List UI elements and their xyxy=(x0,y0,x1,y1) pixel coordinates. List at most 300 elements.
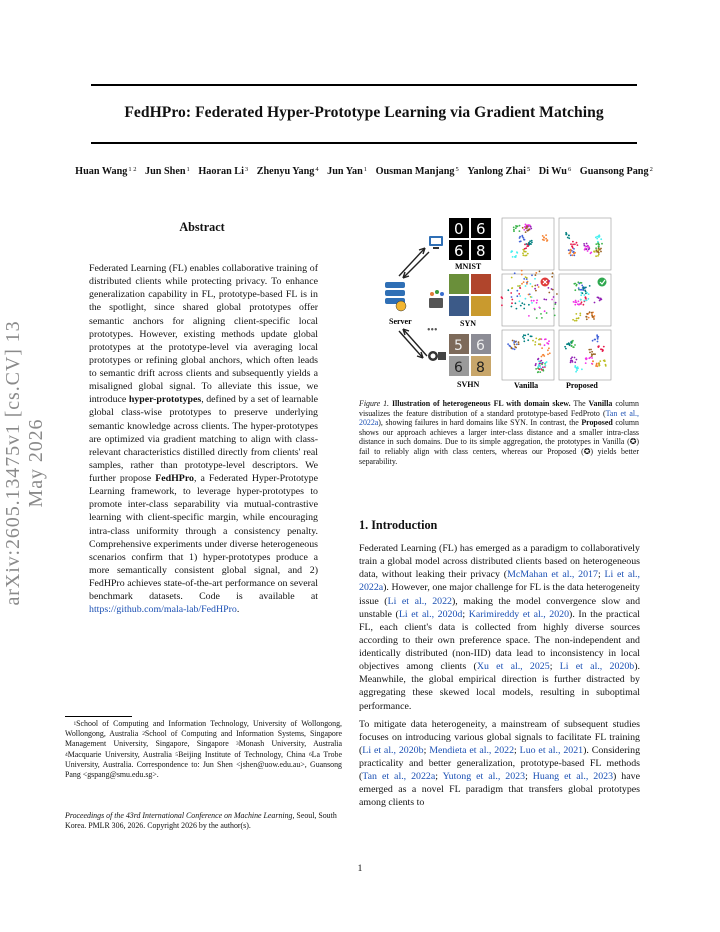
scatter-point xyxy=(542,235,544,237)
scatter-point xyxy=(531,302,533,304)
scatter-point xyxy=(605,365,607,367)
scatter-point xyxy=(594,302,596,304)
scatter-point xyxy=(578,287,580,289)
citation-link[interactable]: Huang et al., 2023 xyxy=(532,771,614,783)
scatter-point xyxy=(596,363,598,365)
scatter-point xyxy=(580,299,582,301)
scatter-point xyxy=(522,227,524,229)
scatter-point xyxy=(522,252,524,254)
scatter-point xyxy=(507,289,509,291)
scatter-point xyxy=(595,237,597,239)
scatter-point xyxy=(536,317,538,319)
scatter-point xyxy=(548,287,550,289)
author-list xyxy=(60,165,668,179)
scatter-point xyxy=(577,244,579,246)
scatter-point xyxy=(527,339,529,341)
vanilla-column-label: Vanilla xyxy=(514,381,539,390)
scatter-point xyxy=(591,363,593,365)
scatter-point xyxy=(543,236,545,238)
scatter-point xyxy=(572,319,574,321)
scatter-point xyxy=(574,243,576,245)
scatter-point xyxy=(592,361,594,363)
scatter-point xyxy=(597,241,599,243)
scatter-point xyxy=(512,256,514,258)
scatter-point xyxy=(579,314,581,316)
scatter-point xyxy=(515,341,517,343)
mnist-label: MNIST xyxy=(455,262,482,271)
author: Yanlong Zhai$^5$ xyxy=(467,166,531,177)
scatter-point xyxy=(530,296,532,298)
scatter-point xyxy=(522,254,524,256)
scatter-point xyxy=(513,227,515,229)
scatter-point xyxy=(570,254,572,256)
scatter-point xyxy=(574,304,576,306)
figure-1-graphic xyxy=(359,216,641,394)
scatter-point xyxy=(578,300,580,302)
scatter-point xyxy=(521,283,523,285)
scatter-point xyxy=(571,345,573,347)
scatter-point xyxy=(585,316,587,318)
scatter-point xyxy=(535,272,537,274)
scatter-point xyxy=(525,247,527,249)
scatter-point xyxy=(512,340,514,342)
scatter-point xyxy=(552,289,554,291)
scatter-point xyxy=(523,338,525,340)
scatter-point xyxy=(575,285,577,287)
scatter-point xyxy=(572,241,574,243)
scatter-point xyxy=(595,249,597,251)
citation-link[interactable]: Tan et al., 2022a xyxy=(362,771,436,783)
server-icon xyxy=(385,282,406,311)
scatter-point xyxy=(575,300,577,302)
citation-link[interactable]: Li et al., 2020b xyxy=(362,744,424,756)
scatter-point xyxy=(600,251,602,253)
scatter-point xyxy=(572,346,574,348)
scatter-point xyxy=(519,230,521,232)
scatter-point xyxy=(574,365,576,367)
scatter-point xyxy=(525,231,527,233)
scatter-point xyxy=(541,317,543,319)
scatter-point xyxy=(501,304,503,306)
success-mark-icon xyxy=(598,278,607,287)
star-marker-icon: ✪ xyxy=(629,437,637,447)
scatter-point xyxy=(527,334,529,336)
svg-text:6: 6 xyxy=(476,220,486,238)
scatter-point xyxy=(539,371,541,373)
scatter-point xyxy=(519,287,521,289)
scatter-point xyxy=(570,362,572,364)
scatter-point xyxy=(586,243,588,245)
scatter-point xyxy=(532,340,534,342)
scatter-point xyxy=(574,357,576,359)
scatter-point xyxy=(511,250,513,252)
server-label: Server xyxy=(389,317,412,326)
scatter-point xyxy=(514,256,516,258)
scatter-point xyxy=(545,338,547,340)
scatter-point xyxy=(599,249,601,251)
scatter-point xyxy=(513,342,515,344)
scatter-point xyxy=(514,272,516,274)
scatter-point xyxy=(591,315,593,317)
scatter-point xyxy=(523,308,525,310)
citation-link[interactable]: Li et al., 2022a xyxy=(359,569,640,594)
scatter-point xyxy=(539,338,541,340)
scatter-point xyxy=(525,298,527,300)
scatter-point xyxy=(578,304,580,306)
scatter-point xyxy=(588,317,590,319)
scatter-point xyxy=(583,304,585,306)
scatter-point xyxy=(530,283,532,285)
scatter-point xyxy=(511,299,513,301)
syn-label: SYN xyxy=(460,319,477,328)
scatter-point xyxy=(588,249,590,251)
svhn-label: SVHN xyxy=(457,380,480,389)
scatter-point xyxy=(574,252,576,254)
scatter-point xyxy=(594,251,596,253)
scatter-point xyxy=(523,237,525,239)
scatter-point xyxy=(511,296,513,298)
scatter-point xyxy=(551,276,553,278)
scatter-point xyxy=(535,368,537,370)
scatter-point xyxy=(529,240,531,242)
scatter-point xyxy=(522,336,524,338)
scatter-point xyxy=(517,285,519,287)
scatter-point xyxy=(598,254,600,256)
scatter-point xyxy=(542,354,544,356)
scatter-point xyxy=(545,365,547,367)
scatter-point xyxy=(520,305,522,307)
scatter-point xyxy=(569,343,571,345)
scatter-point xyxy=(601,243,603,245)
fail-mark-icon xyxy=(541,278,550,287)
scatter-point xyxy=(521,302,523,304)
scatter-point xyxy=(535,290,537,292)
scatter-point xyxy=(583,294,585,296)
scatter-point xyxy=(534,308,536,310)
scatter-point xyxy=(522,249,524,251)
scatter-point xyxy=(587,250,589,252)
footnote-rule xyxy=(65,716,132,717)
citation-link[interactable]: Mendieta et al., 2022 xyxy=(429,744,515,756)
scatter-point xyxy=(588,349,590,351)
scatter-point xyxy=(599,360,601,362)
scatter-point xyxy=(590,349,592,351)
scatter-point xyxy=(570,243,572,245)
scatter-point xyxy=(573,255,575,257)
scatter-point xyxy=(511,287,513,289)
scatter-point xyxy=(535,341,537,343)
mnist-samples xyxy=(449,218,491,260)
scatter-point xyxy=(591,312,593,314)
scatter-point xyxy=(519,237,521,239)
scatter-point xyxy=(538,360,540,362)
scatter-point xyxy=(515,347,517,349)
scatter-point xyxy=(585,291,587,293)
scatter-point xyxy=(526,255,528,257)
scatter-point xyxy=(592,340,594,342)
scatter-point xyxy=(538,358,540,360)
scatter-point xyxy=(527,253,529,255)
scatter-point xyxy=(546,312,548,314)
scatter-point xyxy=(513,229,515,231)
scatter-point xyxy=(547,239,549,241)
figure-1 xyxy=(359,216,641,394)
scatter-point xyxy=(525,276,527,278)
scatter-point xyxy=(570,358,572,360)
author: Haoran Li$^3$ xyxy=(198,166,249,177)
scatter-point xyxy=(595,243,597,245)
abstract-heading: Abstract xyxy=(179,220,225,234)
scatter-point xyxy=(584,248,586,250)
scatter-point xyxy=(575,371,577,373)
scatter-point xyxy=(541,356,543,358)
scatter-point xyxy=(594,339,596,341)
scatter-point xyxy=(519,295,521,297)
scatter-point xyxy=(574,344,576,346)
scatter-point xyxy=(528,304,530,306)
scatter-point xyxy=(531,242,533,244)
scatter-point xyxy=(542,366,544,368)
scatter-point xyxy=(521,274,523,276)
scatter-point xyxy=(528,294,530,296)
scatter-point xyxy=(516,226,518,228)
scatter-point xyxy=(523,334,525,336)
scatter-point xyxy=(535,338,537,340)
scatter-point xyxy=(531,300,533,302)
scatter-point xyxy=(565,348,567,350)
scatter-point xyxy=(520,240,522,242)
scatter-point xyxy=(576,359,578,361)
scatter-point xyxy=(507,343,509,345)
scatter-point xyxy=(547,349,549,351)
scatter-point xyxy=(595,247,597,249)
svg-text:6: 6 xyxy=(454,360,463,376)
scatter-point xyxy=(556,293,558,295)
scatter-point xyxy=(540,360,542,362)
scatter-point xyxy=(544,344,546,346)
scatter-point xyxy=(573,301,575,303)
scatter-point xyxy=(581,368,583,370)
scatter-point xyxy=(515,227,517,229)
figure-caption: Figure 1. Illustration of heterogeneous FL with domain skew. The Vanilla column visualizes the feature distribution of a standard prototype-based FedProto (Tan et al., 2022a), showing failures in hard domains like SYN. In contrast, the Proposed column shows our approach achieves a larger inter-class distance and a smaller intra-class distance in such domains. Due to its simple aggregation, the prototypes in Vanilla (✪) fail to reliably align with class centers, whereas our Proposed (✪) yields better separability. xyxy=(359,399,639,466)
author: Guansong Pang$^2$ xyxy=(579,166,653,177)
scatter-point xyxy=(581,301,583,303)
scatter-point xyxy=(598,247,600,249)
scatter-point xyxy=(540,313,542,315)
scatter-point xyxy=(544,310,546,312)
scatter-point xyxy=(528,224,530,226)
intro-paragraph-1: Federated Learning (FL) has emerged as a paradigm to collaboratively train a global model across distributed clients based on heterogeneous data, without leaking their privacy (McMahan et al., 2017; Li et al., 2022a). However, one major challenge for FL is the data heterogeneity issue (Li et al., 2022), making the model convergence slow and unstable (Li et al., 2020d; Karimireddy et al., 2020). In the practical FL, each client's data is collected from highly diverse sources according to their own preference space. The non-independent and identically distributed (non-IID) data lead to inconsistency in local objectives among clients (Xu et al., 2025; Li et al., 2020b). Meanwhile, the global empirical direction is further distracted by aggregating these skewed local models, resulting in suboptimal performance. xyxy=(359,543,641,712)
scatter-point xyxy=(583,300,585,302)
scatter-point xyxy=(582,292,584,294)
scatter-point xyxy=(588,298,590,300)
scatter-point xyxy=(571,360,573,362)
scatter-point xyxy=(523,250,525,252)
scatter-point xyxy=(583,286,585,288)
proposed-column-label: Proposed xyxy=(566,381,598,390)
scatter-point xyxy=(600,348,602,350)
scatter-point xyxy=(534,288,536,290)
scatter-point xyxy=(526,243,528,245)
scatter-point xyxy=(588,246,590,248)
proceedings-note: Proceedings of the 43rd International Conference on Machine Learning, Seoul, South Korea. PMLR 306, 2026. Copyright 2026 by the author(s). xyxy=(65,811,337,831)
syn-samples xyxy=(449,274,491,316)
scatter-point xyxy=(527,281,529,283)
scatter-point xyxy=(542,362,544,364)
title-bottom-rule xyxy=(91,142,637,144)
scatter-point xyxy=(555,302,557,304)
author: Huan Wang$^{1 2}$ xyxy=(75,166,137,177)
scatter-point xyxy=(568,253,570,255)
scatter-point xyxy=(604,359,606,361)
scatter-point xyxy=(534,285,536,287)
scatter-point xyxy=(586,318,588,320)
scatter-point xyxy=(518,341,520,343)
svg-text:6: 6 xyxy=(476,338,485,354)
svg-text:8: 8 xyxy=(476,360,485,376)
scatter-point xyxy=(554,303,556,305)
scatter-point xyxy=(577,318,579,320)
scatter-point xyxy=(539,343,541,345)
citation-link[interactable]: Li et al., 2022 xyxy=(387,595,452,607)
scatter-point xyxy=(535,274,537,276)
scatter-point xyxy=(523,340,525,342)
scatter-point xyxy=(579,313,581,315)
scatter-point xyxy=(597,338,599,340)
scatter-point xyxy=(516,251,518,253)
scatter-point xyxy=(581,285,583,287)
scatter-point xyxy=(577,366,579,368)
scatter-point xyxy=(565,234,567,236)
abstract-body: Federated Learning (FL) enables collaborative training of distributed clients while protecting privacy. To enhance generalization capability in FL, prototype-based FL is in the spotlight, since shared global prototypes offer semantic anchors for aligning client-specific local prototypes. However, existing methods update global prototypes at the prototype-level via averaging local prototypes or refining global anchors, which often leads to semantic drift across clients and subsequently yields a misaligned global signal. To alleviate this issue, we introduce hyper-prototypes, defined by a set of learnable global class-wise prototypes to preserve underlying semantic knowledge across clients. The hyper-prototypes are optimized via gradient matching to align with class-relevant characteristics distilled directly from clients' real samples, rather than prototype-level descriptors. We further propose FedHPro, a Federated Hyper-Prototype Learning framework, to leverage hyper-prototypes to promote inter-class separability via mutual-contrastive learning with client-specific margin, while encouraging intra-class uniformity through a consistency penalty. Comprehensive experiments under diverse heterogeneous scenarios confirm that 1) hyper-prototypes produce a more semantically consistent global signal, and 2) FedHPro achieves state-of-the-art performance on several benchmark datasets. Code is available at https://github.com/mala-lab/FedHPro. xyxy=(89,263,319,616)
scatter-point xyxy=(514,348,516,350)
citation-link[interactable]: Xu et al., 2025 xyxy=(476,661,550,673)
scatter-point xyxy=(597,297,599,299)
scatter-point xyxy=(590,252,592,254)
scatter-point xyxy=(596,251,598,253)
scatter-point xyxy=(501,297,503,299)
scatter-point xyxy=(510,292,512,294)
scatter-point xyxy=(585,245,587,247)
scatter-point xyxy=(527,245,529,247)
scatter-point xyxy=(603,346,605,348)
scatter-point xyxy=(546,361,548,363)
scatter-point xyxy=(567,237,569,239)
scatter-point xyxy=(525,251,527,253)
scatter-point xyxy=(511,306,513,308)
scatter-point xyxy=(545,234,547,236)
scatter-point xyxy=(586,313,588,315)
scatter-point xyxy=(568,235,570,237)
scatter-point xyxy=(600,299,602,301)
scatter-point xyxy=(598,365,600,367)
scatter-point xyxy=(586,358,588,360)
scatter-point xyxy=(576,301,578,303)
more-clients-dots: ••• xyxy=(427,325,438,336)
scatter-point xyxy=(528,315,530,317)
svg-text:0: 0 xyxy=(454,220,464,238)
citation-link[interactable]: Li et al., 2020d xyxy=(398,608,463,620)
scatter-point xyxy=(576,242,578,244)
scatter-point xyxy=(547,353,549,355)
author: Zhenyu Yang$^4$ xyxy=(256,166,319,177)
scatter-point xyxy=(564,346,566,348)
tsne-panels xyxy=(502,218,611,380)
scatter-point xyxy=(548,280,550,282)
scatter-point xyxy=(511,348,513,350)
scatter-point xyxy=(511,277,513,279)
citation-link[interactable]: Karimireddy et al., 2020 xyxy=(468,608,570,620)
scatter-point xyxy=(518,343,520,345)
citation-link[interactable]: McMahan et al., 2017 xyxy=(507,569,598,581)
scatter-point xyxy=(533,300,535,302)
scatter-point xyxy=(543,355,545,357)
scatter-point xyxy=(514,344,516,346)
scatter-point xyxy=(548,340,550,342)
citation-link[interactable]: Li et al., 2020b xyxy=(559,661,635,673)
author: Ousman Manjang$^5$ xyxy=(375,166,459,177)
scatter-point xyxy=(542,369,544,371)
scatter-point xyxy=(523,281,525,283)
scatter-point xyxy=(567,343,569,345)
scatter-point xyxy=(534,278,536,280)
scatter-point xyxy=(580,294,582,296)
paper-title: FedHPro: Federated Hyper-Prototype Learning via Gradient Matching xyxy=(124,104,604,121)
scatter-point xyxy=(535,363,537,365)
scatter-point xyxy=(597,341,599,343)
scatter-point xyxy=(596,238,598,240)
scatter-point xyxy=(546,342,548,344)
scatter-point xyxy=(576,318,578,320)
scatter-point xyxy=(591,354,593,356)
scatter-point xyxy=(576,320,578,322)
scatter-point xyxy=(576,369,578,371)
scatter-point xyxy=(516,308,518,310)
scatter-point xyxy=(593,318,595,320)
scatter-point xyxy=(588,357,590,359)
scatter-point xyxy=(525,227,527,229)
scatter-point xyxy=(595,255,597,257)
top-rule xyxy=(91,84,637,86)
scatter-point xyxy=(531,336,533,338)
arxiv-stamp: arXiv:2605.13475v1 [cs.CV] 13 May 2026 xyxy=(2,320,47,606)
code-link[interactable]: https://github.com/mala-lab/FedHPro xyxy=(89,604,237,616)
scatter-point xyxy=(552,272,554,274)
scatter-point xyxy=(511,302,513,304)
scatter-point xyxy=(526,226,528,228)
citation-link[interactable]: Tan et al., 2022a xyxy=(359,408,639,428)
scatter-point xyxy=(536,302,538,304)
scatter-point xyxy=(521,235,523,237)
citation-link[interactable]: Luo et al., 2021 xyxy=(519,744,584,756)
star-marker-icon: ✪ xyxy=(583,446,591,456)
scatter-point xyxy=(525,224,527,226)
scatter-point xyxy=(531,274,533,276)
affiliations-footnote: $^1$School of Computing and Information Technology, University of Wollongong, Wollongong, Australia $^2$School of Computing and Information Systems, Singapore Management University, Singapore, Singapore $^3$Monash University, Australia $^4$Macquarie University, Australia $^5$Beijing Institute of Technology, China $^6$La Trobe University, Australia. Correspondence to: Jun Shen <jshen@uow.edu.au>, Guansong Pang <gspang@smu.edu.sg>. xyxy=(65,719,342,780)
scatter-point xyxy=(589,311,591,313)
scatter-point xyxy=(585,362,587,364)
scatter-point xyxy=(574,320,576,322)
scatter-point xyxy=(542,239,544,241)
scatter-point xyxy=(585,296,587,298)
scatter-point xyxy=(516,343,518,345)
scatter-point xyxy=(519,300,521,302)
author: Jun Shen$^1$ xyxy=(145,166,190,177)
citation-link[interactable]: Yutong et al., 2023 xyxy=(442,771,526,783)
scatter-point xyxy=(540,362,542,364)
svg-text:6: 6 xyxy=(454,242,464,260)
scatter-point xyxy=(548,292,550,294)
